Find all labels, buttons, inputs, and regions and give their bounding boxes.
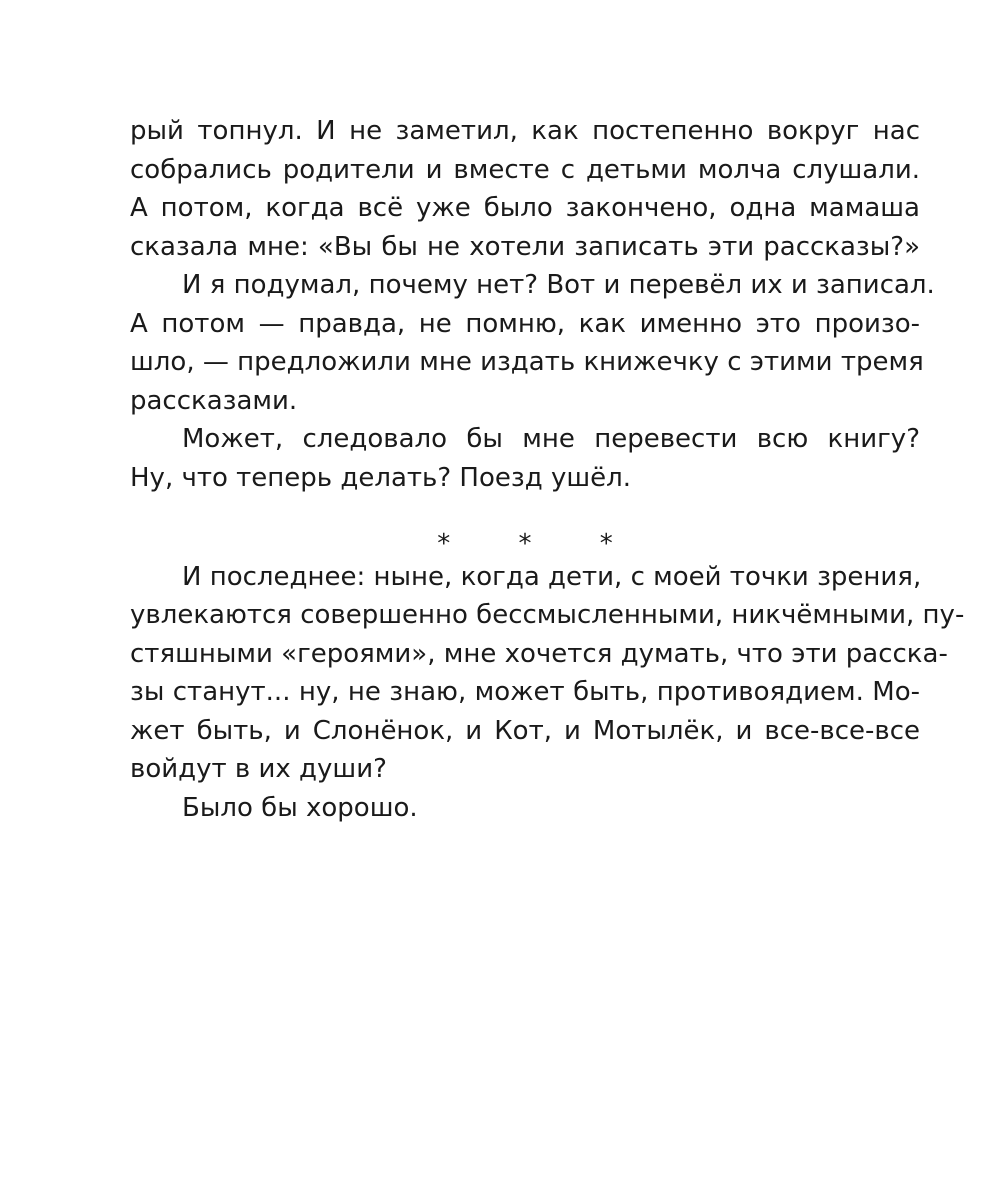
text-line: И я подумал, почему нет? Вот и перевёл их и записал.: [182, 270, 935, 300]
paragraph: [130, 266, 935, 420]
paragraph: [130, 789, 920, 828]
book-page: [130, 112, 965, 827]
text-line: рый топнул. И не заметил, как постепенно вокруг нас: [130, 116, 920, 146]
paragraph: [130, 112, 920, 266]
section-divider: * * *: [437, 529, 643, 559]
text-line: зы станут... ну, не знаю, может быть, противоядием. Мо-: [130, 677, 920, 707]
text-line: собрались родители и вместе с детьми молча слушали.: [130, 154, 920, 185]
text-line: сказала мне: «Вы бы не хотели записать эти рассказы?»: [130, 231, 920, 262]
text-line: стяшными «героями», мне хочется думать, что эти расска-: [130, 638, 948, 669]
text-line: войдут в их души?: [130, 754, 387, 784]
text-line: Может, следовало бы мне перевести всю книгу?: [182, 424, 920, 454]
paragraph: [130, 420, 920, 497]
text-line: шло, — предложили мне издать книжечку с этими тремя: [130, 347, 924, 377]
text-line: жет быть, и Слонёнок, и Кот, и Мотылёк, и все-все-все: [130, 715, 920, 746]
text-line: Ну, что теперь делать? Поезд ушёл.: [130, 462, 632, 493]
text-line: увлекаются совершенно бессмысленными, никчёмными, пу-: [130, 600, 965, 630]
text-line: И последнее: ныне, когда дети, с моей точки зрения,: [182, 561, 922, 592]
text-line: А потом, когда всё уже было закончено, одна мамаша: [130, 193, 920, 223]
paragraph: [130, 558, 965, 789]
text-line: А потом — правда, не помню, как именно это произо-: [130, 308, 920, 339]
text-line: Было бы хорошо.: [182, 792, 418, 823]
text-line: рассказами.: [130, 385, 298, 416]
